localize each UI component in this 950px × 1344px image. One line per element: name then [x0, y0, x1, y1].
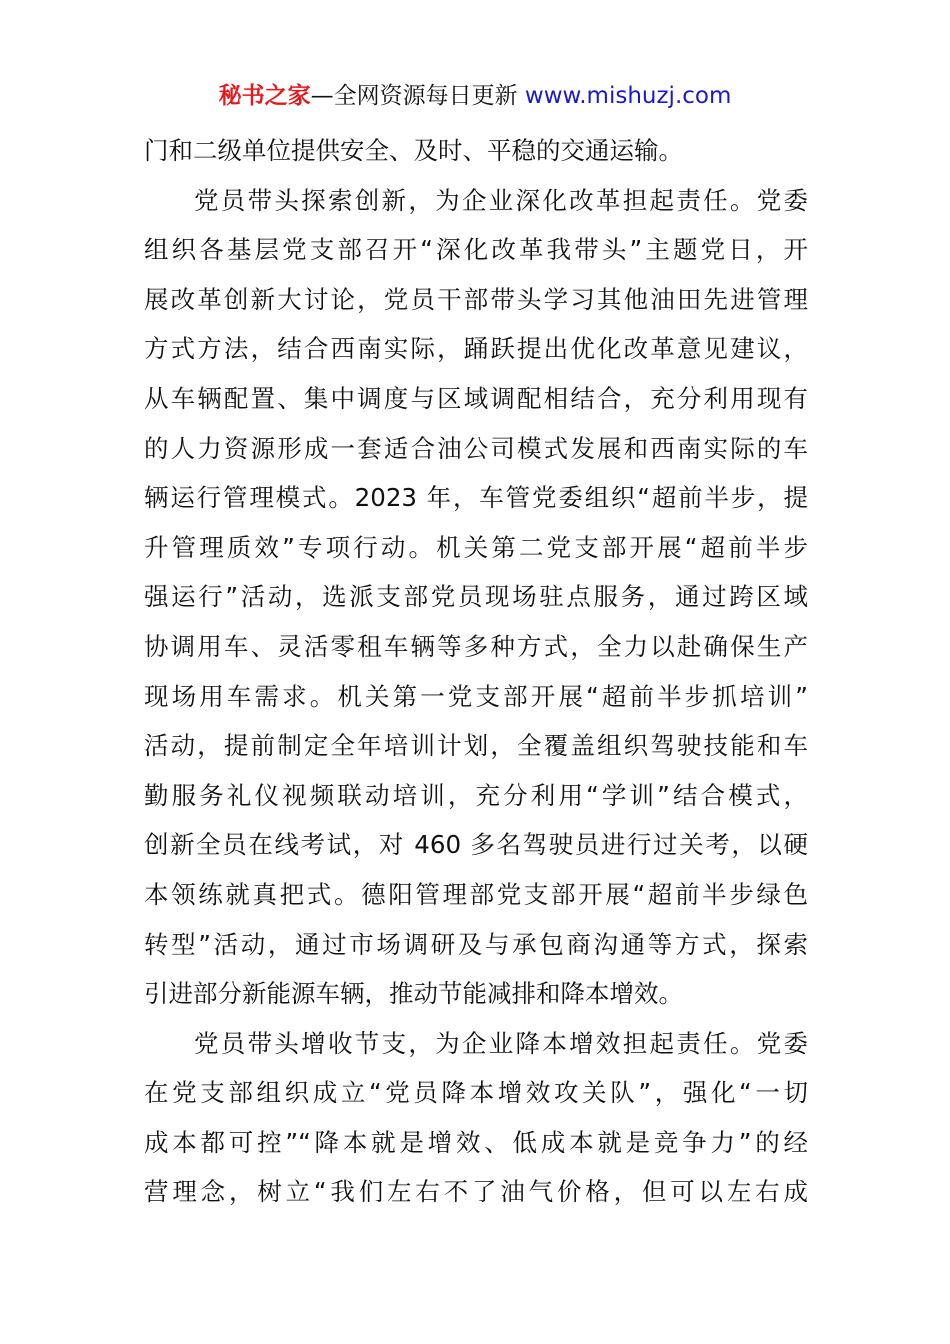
paragraph-first-line: 党员带头增收节支，为企业降本增效担起责任。党委	[194, 1028, 808, 1058]
text-line: 勤服务礼仪视频联动培训，充分利用“学训”结合模式，	[144, 780, 808, 810]
text-line: 组织各基层党支部召开“深化改革我带头”主题党日，开	[144, 235, 808, 265]
text-line: 的人力资源形成一套适合油公司模式发展和西南实际的车	[144, 433, 808, 463]
text-line: 活动，提前制定全年培训计划，全覆盖组织驾驶技能和车	[144, 731, 808, 761]
text-line: 从车辆配置、集中调度与区域调配相结合，充分利用现有	[144, 383, 808, 413]
document-body	[144, 126, 808, 1217]
text-line: 本领练就真把式。德阳管理部党支部开展“超前半步绿色	[144, 879, 808, 909]
text-line: 门和二级单位提供安全、及时、平稳的交通运输。	[144, 136, 683, 165]
text-line: 方式方法，结合西南实际，踊跃提出优化改革意见建议，	[144, 334, 808, 364]
paragraph-first-line: 党员带头探索创新，为企业深化改革担起责任。党委	[194, 185, 808, 215]
text-line: 强运行”活动，选派支部党员现场驻点服务，通过跨区域	[144, 582, 808, 612]
brand-name: 秘书之家	[218, 83, 311, 109]
text-line: 升管理质效”专项行动。机关第二党支部开展“超前半步	[144, 532, 808, 562]
text-line: 成本都可控”“降本就是增效、低成本就是竞争力”的经	[144, 1127, 808, 1157]
page-header	[0, 78, 950, 114]
text-line: 展改革创新大讨论，党员干部带头学习其他油田先进管理	[144, 284, 808, 314]
text-line: 协调用车、灵活零租车辆等多种方式，全力以赴确保生产	[144, 631, 808, 661]
header-tagline: —全网资源每日更新	[310, 83, 518, 109]
text-line: 引进部分新能源车辆，推动节能减排和降本增效。	[144, 979, 683, 1009]
text-line: 转型”活动，通过市场调研及与承包商沟通等方式，探索	[144, 929, 808, 959]
site-url[interactable]: www.mishuzj.com	[524, 83, 732, 109]
text-line: 营理念，树立“我们左右不了油气价格，但可以左右成	[144, 1177, 808, 1207]
text-line: 现场用车需求。机关第一党支部开展“超前半步抓培训”	[144, 681, 808, 711]
text-line: 在党支部组织成立“党员降本增效攻关队”，强化“一切	[144, 1078, 808, 1108]
text-line: 辆运行管理模式。2023 年，车管党委组织“超前半步，提	[144, 483, 808, 513]
text-line: 创新全员在线考试，对 460 多名驾驶员进行过关考，以硬	[144, 830, 808, 860]
